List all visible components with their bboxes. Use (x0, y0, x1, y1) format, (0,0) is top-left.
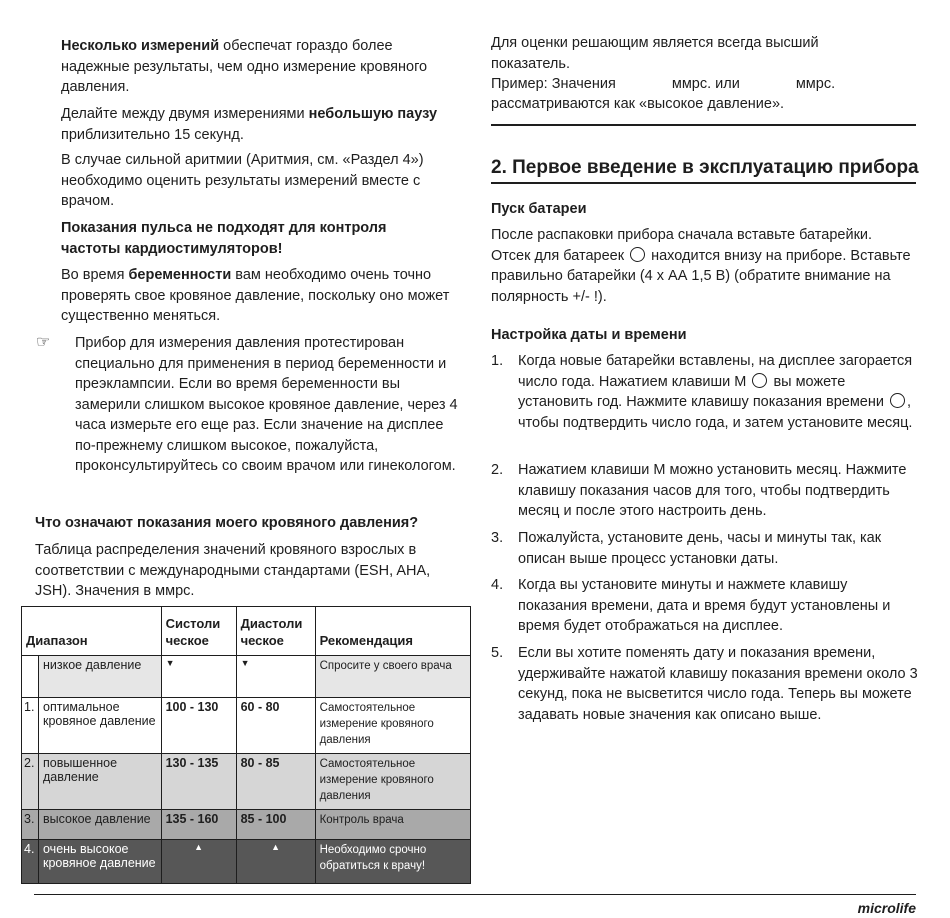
paragraph-text: , чтобы подтвердить число года, и затем установите месяц. (518, 394, 913, 431)
row-number (22, 656, 39, 698)
row-recommendation: Контроль врача (315, 810, 470, 840)
paragraph-pregnancy (61, 265, 456, 327)
paragraph-text: После распаковки прибора сначала вставьте батарейки. Отсек для батареек (491, 227, 873, 264)
row-recommendation: Самостоятельное измерение кровяного давления (315, 754, 470, 810)
note-pregnancy-test: Прибор для измерения давления протестирован специально для применения в период беременности и преэклампсии. Если во время беременности вы замерили слишком высокое кровяное давление, через 4 часа измерьте его еще раз. Если значение на дисплее по-прежнему слишком высокое, пожалуйста, проконсультируйтесь со своим врачом или гинекологом. (75, 335, 458, 474)
list-number: 1. (491, 353, 504, 369)
footer-divider (34, 894, 916, 895)
example-text: ммрс. или (671, 76, 740, 92)
table-row (22, 698, 471, 754)
row-number: 2. (22, 754, 39, 810)
header-recommendation: Рекомендация (315, 607, 470, 656)
list-number: 3. (491, 530, 504, 546)
list-text: Пожалуйста, установите день, часы и минуты так, как описан выше процесс установки даты. (518, 530, 882, 567)
row-range: оптимальное кровяное давление (39, 698, 162, 754)
paragraph-example (491, 74, 911, 95)
list-number: 5. (491, 645, 504, 661)
list-item (491, 351, 921, 435)
row-number: 3. (22, 810, 39, 840)
row-range: высокое давление (39, 810, 162, 840)
bold-phrase: небольшую паузу (308, 106, 438, 122)
heading-date-time: Настройка даты и времени (491, 327, 687, 343)
paragraph-multiple-measurements (61, 36, 456, 98)
row-recommendation: Самостоятельное измерение кровяного давления (315, 698, 470, 754)
circle-marker-icon (890, 393, 905, 408)
paragraph-arrhythmia: В случае сильной аритмии (Аритмия, см. «Раздел 4») необходимо оценить результаты измерений вместе с врачом. (61, 152, 424, 209)
table-row (22, 840, 471, 884)
heading-what-readings-mean: Что означают показания моего кровяного давления? (35, 515, 419, 531)
header-systolic: Систоли ческое (161, 607, 236, 656)
arrow-up-icon: ▲ (236, 840, 315, 884)
list-text: Если вы хотите поменять дату и показания времени, удерживайте нажатой клавишу показания времени около 3 секунд, пока не высветится число года. Теперь вы можете задавать новые значения как описано выше. (518, 645, 918, 723)
table-intro: Таблица распределения значений кровяного взрослых в соответствии с международными стандартами (ESH, AHA, JSH). Значения в ммрс. (35, 542, 431, 599)
section-title: 2. Первое введение в эксплуатацию прибора (491, 157, 919, 178)
arrow-down-icon: ▼ (236, 656, 315, 698)
bold-phrase: Несколько измерений (61, 38, 220, 54)
list-item (491, 575, 921, 637)
divider (491, 182, 916, 184)
pointing-hand-icon: ☞ (36, 334, 51, 351)
header-range: Диапазон (22, 607, 162, 656)
row-range: повышенное давление (39, 754, 162, 810)
row-number: 1. (22, 698, 39, 754)
row-number: 4. (22, 840, 39, 884)
row-range: очень высокое кровяное давление (39, 840, 162, 884)
circle-marker-icon (752, 373, 767, 388)
row-diastolic: 60 - 80 (236, 698, 315, 754)
paragraph-text: Во время (61, 267, 129, 283)
arrow-down-icon: ▼ (161, 656, 236, 698)
example-text: Пример: Значения (491, 76, 616, 92)
row-diastolic: 85 - 100 (236, 810, 315, 840)
paragraph-battery (491, 225, 911, 307)
blood-pressure-table (21, 606, 471, 884)
list-number: 2. (491, 462, 504, 478)
example-text: ммрс. (795, 76, 836, 92)
row-diastolic: 80 - 85 (236, 754, 315, 810)
list-item (491, 460, 921, 522)
paragraph-text: Когда новые батарейки вставлены, на дисплее загорается число года. Нажатием клавиши М (518, 353, 913, 390)
list-text (518, 351, 918, 433)
row-recommendation: Необходимо срочно обратиться к врачу! (315, 840, 470, 884)
list-text: Нажатием клавиши М можно установить месяц. Нажмите клавишу показания часов для того, чтобы подтвердить месяц и после этого настроить день. (518, 462, 907, 519)
divider (491, 124, 916, 126)
row-range: низкое давление (39, 656, 162, 698)
row-systolic: 130 - 135 (161, 754, 236, 810)
paragraph-text: Делайте между двумя измерениями (61, 106, 309, 122)
list-item (491, 643, 921, 725)
heading-battery: Пуск батареи (491, 201, 587, 217)
paragraph-pacemaker-warning: Показания пульса не подходят для контроля частоты кардиостимуляторов! (61, 220, 387, 257)
row-recommendation: Спросите у своего врача (315, 656, 470, 698)
paragraph-text: находится внизу на приборе. Вставьте правильно батарейки (4 x АА 1,5 В) (обратите внимание на полярность +/- !). (491, 247, 911, 305)
arrow-up-icon: ▲ (161, 840, 236, 884)
paragraph-highest-value: Для оценки решающим является всегда высший показатель. (491, 35, 819, 72)
paragraph-text: вы можете установить год. Нажмите клавишу показания времени (518, 373, 884, 410)
paragraph-text: обеспечат гораздо более надежные результаты, чем одно измерение кровяного давления. (61, 38, 428, 95)
circle-marker-icon (630, 247, 645, 262)
row-systolic: 100 - 130 (161, 698, 236, 754)
list-item (491, 528, 921, 570)
table-header-row (22, 607, 471, 656)
brand-logo: microlife (857, 900, 916, 916)
list-text: Когда вы установите минуты и нажмете клавишу показания времени, дата и время будут установлены и время будет отображаться на дисплее. (518, 577, 891, 634)
header-diastolic: Диастоли ческое (236, 607, 315, 656)
table-row (22, 754, 471, 810)
table-row (22, 810, 471, 840)
bold-phrase: беременности (128, 267, 232, 283)
paragraph-text: вам необходимо очень точно проверять свое кровяное давление, поскольку оно может существенно меняться. (61, 267, 450, 324)
table-row (22, 656, 471, 698)
paragraph-high-pressure: рассматриваются как «высокое давление». (491, 96, 785, 112)
paragraph-text: приблизительно 15 секунд. (61, 126, 244, 143)
list-number: 4. (491, 577, 504, 593)
paragraph-pause (61, 104, 461, 145)
row-systolic: 135 - 160 (161, 810, 236, 840)
